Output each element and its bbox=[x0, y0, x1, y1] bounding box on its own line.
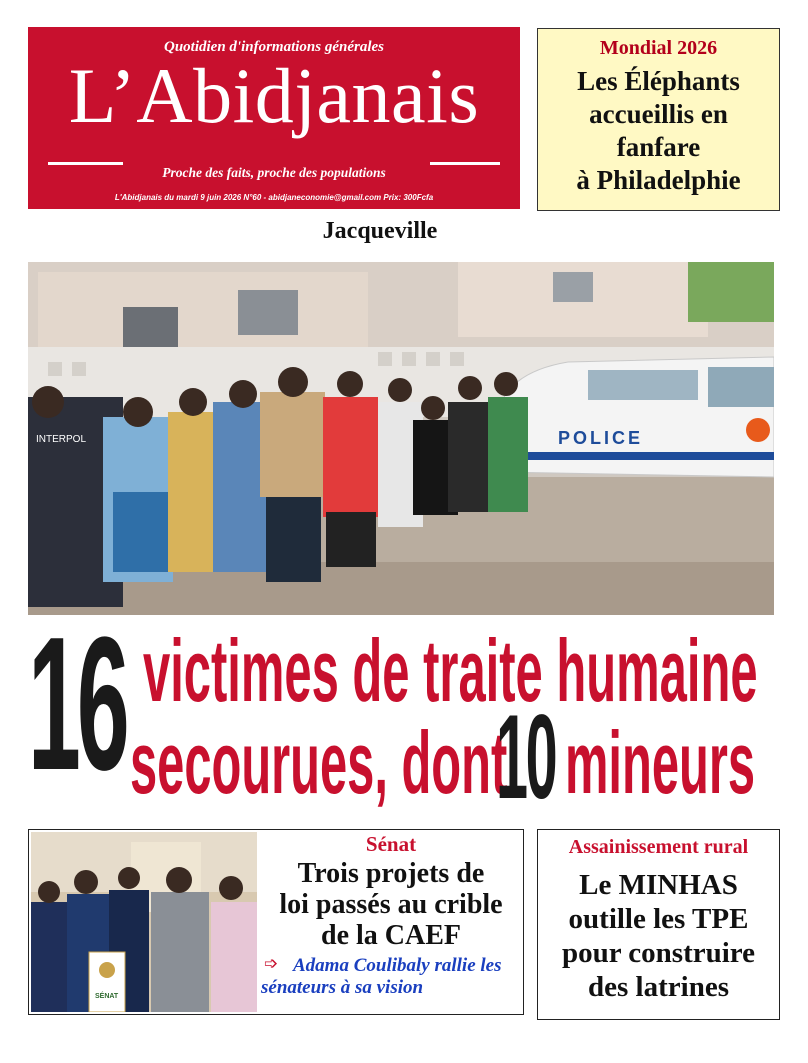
senat-kicker: Sénat bbox=[365, 832, 417, 856]
senat-teaser-box[interactable] bbox=[28, 829, 524, 1015]
assainissement-headline-line: des latrines bbox=[588, 971, 729, 1003]
headline-number-10: 10 bbox=[496, 690, 556, 824]
mondial-headline bbox=[538, 65, 779, 197]
headline-line-1: victimes de traite humaine bbox=[143, 621, 758, 720]
assainissement-headline-line: Le MINHAS bbox=[579, 869, 738, 901]
headline-line-2a: secourues, dont bbox=[130, 713, 508, 812]
mondial-headline-line: à Philadelphie bbox=[576, 165, 741, 195]
assainissement-headline-line: pour construire bbox=[561, 937, 756, 969]
headline-number-16: 16 bbox=[28, 598, 126, 810]
senat-headline-line: Trois projets de bbox=[297, 858, 485, 889]
headline-line-2b: mineurs bbox=[565, 713, 756, 812]
masthead-tagline-top: Quotidien d'informations générales bbox=[163, 39, 385, 55]
assainissement-headline-line: outille les TPE bbox=[568, 903, 749, 935]
assainissement-teaser-box[interactable] bbox=[537, 829, 780, 1020]
issue-line: L'Abidjanais du mardi 9 juin 2026 N°60 - abidjaneconomie@gmail.com Prix: 300Fcfa bbox=[114, 193, 434, 202]
main-story-photo[interactable] bbox=[28, 262, 774, 615]
arrow-right-icon: ➩ bbox=[264, 954, 279, 974]
mondial-kicker: Mondial 2026 bbox=[599, 37, 718, 59]
interpol-shirt-text: INTERPOL bbox=[36, 434, 87, 445]
masthead-tagline-bottom: Proche des faits, proche des populations bbox=[162, 165, 386, 180]
senat-photo[interactable] bbox=[31, 832, 257, 1012]
senat-photo-illustration bbox=[31, 832, 257, 1012]
senat-headline-line: de la CAEF bbox=[321, 920, 461, 951]
assainissement-headline bbox=[538, 868, 779, 1004]
mondial-headline-line: fanfare bbox=[616, 132, 701, 162]
senat-headline-line: loi passés au crible bbox=[279, 889, 503, 920]
mondial-teaser-box[interactable] bbox=[537, 28, 780, 211]
masthead bbox=[28, 27, 520, 209]
senat-subhead: Adama Coulibaly rallie les sénateurs à sa vision bbox=[261, 955, 502, 998]
newspaper-logo: L’Abidjanais bbox=[68, 52, 480, 139]
mondial-headline-line: Les Éléphants bbox=[577, 66, 740, 96]
assainissement-kicker: Assainissement rural bbox=[568, 836, 749, 858]
senat-headline bbox=[259, 858, 523, 951]
mondial-headline-line: accueillis en bbox=[589, 99, 728, 129]
main-photo-illustration bbox=[28, 262, 774, 615]
police-car-text: POLICE bbox=[558, 428, 644, 448]
main-story-location: Jacqueville bbox=[322, 218, 438, 244]
podium-text: SÉNAT bbox=[95, 993, 119, 1000]
